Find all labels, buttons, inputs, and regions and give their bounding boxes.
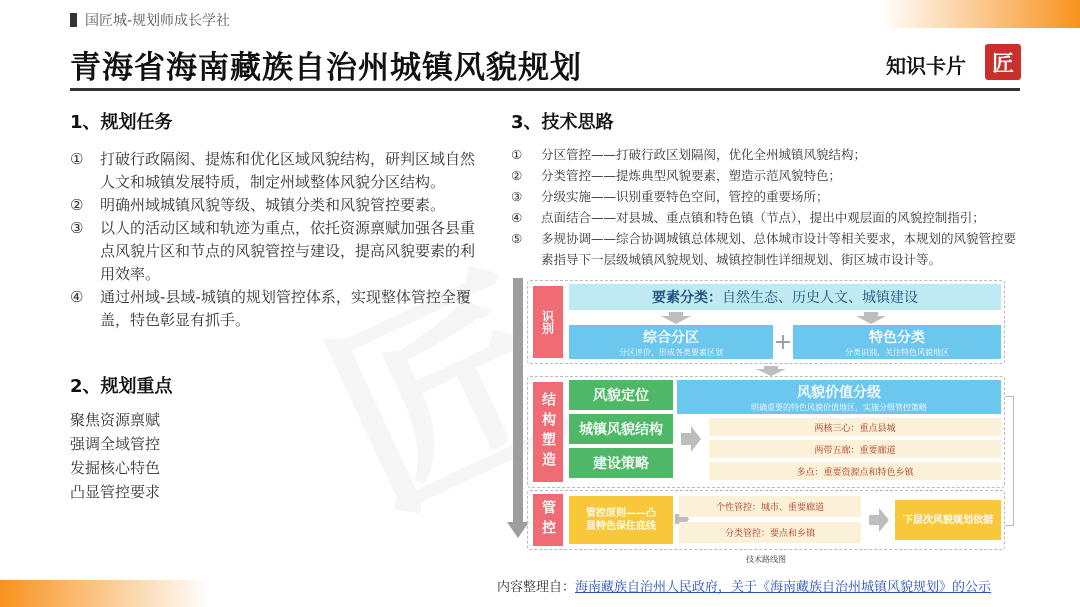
elements-text: 自然生态、历史人文、城镇建设 bbox=[722, 290, 918, 306]
title-divider bbox=[70, 88, 1020, 91]
section-tasks bbox=[70, 108, 480, 332]
item-text: 分区管控——打破行政区划隔阂，优化全州城镇风貌结构； bbox=[541, 147, 867, 162]
value-grade-box bbox=[677, 380, 1001, 414]
bottom-left-gradient bbox=[0, 580, 210, 607]
item-text: 明确州域城镇风貌等级、城镇分类和风貌管控要素。 bbox=[100, 196, 446, 214]
arrow-down-icon bbox=[661, 312, 691, 324]
list-item: 发掘核心特色 bbox=[70, 459, 161, 477]
list-item bbox=[511, 144, 1023, 165]
list-item bbox=[70, 286, 480, 332]
tech-roadmap-diagram bbox=[511, 272, 1023, 567]
grade-point-box: 多点：重要资源点和特色乡镇 bbox=[709, 462, 1001, 480]
item-number: ② bbox=[70, 196, 84, 214]
zoning-box bbox=[569, 325, 773, 359]
next-plan-box: 下层次风貌规划依据 bbox=[895, 500, 1001, 540]
list-item bbox=[511, 207, 1023, 228]
zoning-title: 综合分区 bbox=[643, 329, 699, 346]
list-item: 强调全域管控 bbox=[70, 435, 161, 453]
item-number: ④ bbox=[70, 288, 84, 306]
section-tasks-heading: 1、规划任务 bbox=[70, 112, 173, 133]
control-principle-box: 管控原则——凸显特色保住底线 bbox=[569, 496, 673, 544]
site-tag-text: 国匠城-规划师成长学社 bbox=[85, 13, 231, 29]
feature-box bbox=[793, 325, 1001, 359]
value-grade-sub: 明确重要的特色风貌价值地区，实施分级管控策略 bbox=[751, 402, 927, 412]
list-item bbox=[70, 148, 480, 194]
feature-sub: 分类识别，关注特色风貌地区 bbox=[845, 347, 949, 357]
logo-icon: 匠 bbox=[985, 44, 1021, 80]
arrow-right-icon bbox=[681, 426, 701, 452]
stage-identify-label: 识别 bbox=[533, 286, 563, 358]
source-link[interactable]: 海南藏族自治州人民政府，关于《海南藏族自治州城镇风貌规划》的公示 bbox=[575, 580, 992, 595]
item-text: 打破行政隔阂、提炼和优化区域风貌结构，研判区域自然人文和城镇发展特质，制定州域整体风貌分区结构。 bbox=[100, 150, 476, 191]
tag-marker bbox=[70, 13, 77, 27]
approach-list bbox=[511, 144, 1023, 270]
item-number: ② bbox=[511, 168, 523, 183]
list-item bbox=[511, 165, 1023, 186]
stage-structure-label: 结构塑造 bbox=[533, 382, 563, 482]
list-item bbox=[70, 194, 480, 217]
strategy-box: 建设策略 bbox=[569, 448, 673, 478]
arrow-down-icon bbox=[856, 312, 886, 324]
list-item bbox=[70, 217, 480, 286]
source-note bbox=[497, 576, 991, 595]
list-item bbox=[511, 228, 1023, 270]
list-item: 聚焦资源禀赋 bbox=[70, 411, 161, 429]
item-text: 通过州域-县域-城镇的规划管控体系，实现整体管控全覆盖，特色彰显有抓手。 bbox=[100, 288, 471, 329]
site-tag bbox=[70, 10, 230, 30]
plus-icon: + bbox=[773, 329, 793, 355]
section-focus bbox=[70, 372, 480, 504]
item-number: ① bbox=[70, 150, 84, 168]
item-number: ③ bbox=[70, 219, 84, 237]
item-text: 多规协调——综合协调城镇总体规划、总体城市设计等相关要求，本规划的风貌管控要素指导下一层级城镇风貌规划、城镇控制性详细规划、街区城市设计等。 bbox=[541, 231, 1017, 267]
card-label: 知识卡片 bbox=[886, 54, 966, 78]
arrow-down-icon bbox=[756, 366, 786, 376]
list-item bbox=[511, 186, 1023, 207]
item-text: 以人的活动区域和轨迹为重点，依托资源禀赋加强各县重点风貌片区和节点的风貌管控与建设，提高风貌要素的利用效率。 bbox=[100, 219, 476, 283]
elements-title: 要素分类： bbox=[652, 290, 722, 306]
item-number: ① bbox=[511, 147, 523, 162]
tasks-list bbox=[70, 148, 480, 332]
feature-title: 特色分类 bbox=[869, 329, 925, 346]
section-focus-heading: 2、规划重点 bbox=[70, 376, 173, 397]
focus-list bbox=[70, 408, 480, 504]
positioning-box: 风貌定位 bbox=[569, 380, 673, 410]
source-prefix: 内容整理自： bbox=[497, 580, 576, 595]
section-approach bbox=[511, 108, 1023, 270]
zoning-sub: 分区评价，形成各类要素区划 bbox=[619, 347, 723, 357]
control-individual-box: 个性管控：城市、重要廊道 bbox=[679, 496, 861, 517]
arrow-right-icon bbox=[869, 508, 889, 532]
section-approach-heading: 3、技术思路 bbox=[511, 112, 614, 133]
page-title: 青海省海南藏族自治州城镇风貌规划 bbox=[70, 50, 582, 86]
item-number: ④ bbox=[511, 210, 523, 225]
grade-core-box: 两核三心：重点县城 bbox=[709, 418, 1001, 436]
item-number: ③ bbox=[511, 189, 523, 204]
item-number: ⑤ bbox=[511, 231, 523, 246]
down-arrow-shaft bbox=[513, 278, 523, 526]
item-text: 点面结合——对县城、重点镇和特色镇（节点），提出中观层面的风貌控制指引； bbox=[541, 210, 985, 225]
elements-banner bbox=[569, 284, 1001, 310]
feedback-line bbox=[1005, 396, 1014, 526]
diagram-caption: 技术路线图 bbox=[746, 554, 786, 564]
top-right-gradient bbox=[880, 0, 1080, 28]
grade-belt-box: 两带五廊：重要廊道 bbox=[709, 440, 1001, 458]
control-category-box: 分类管控：要点和乡镇 bbox=[679, 522, 861, 543]
stage-control-label: 管控 bbox=[533, 494, 563, 546]
structure-box: 城镇风貌结构 bbox=[569, 414, 673, 444]
down-arrow-icon bbox=[507, 522, 529, 538]
list-item: 凸显管控要求 bbox=[70, 483, 161, 501]
item-text: 分级实施——识别重要特色空间，管控的重要场所； bbox=[541, 189, 829, 204]
value-grade-title: 风貌价值分级 bbox=[797, 384, 881, 401]
item-text: 分类管控——提炼典型风貌要素，塑造示范风貌特色； bbox=[541, 168, 842, 183]
